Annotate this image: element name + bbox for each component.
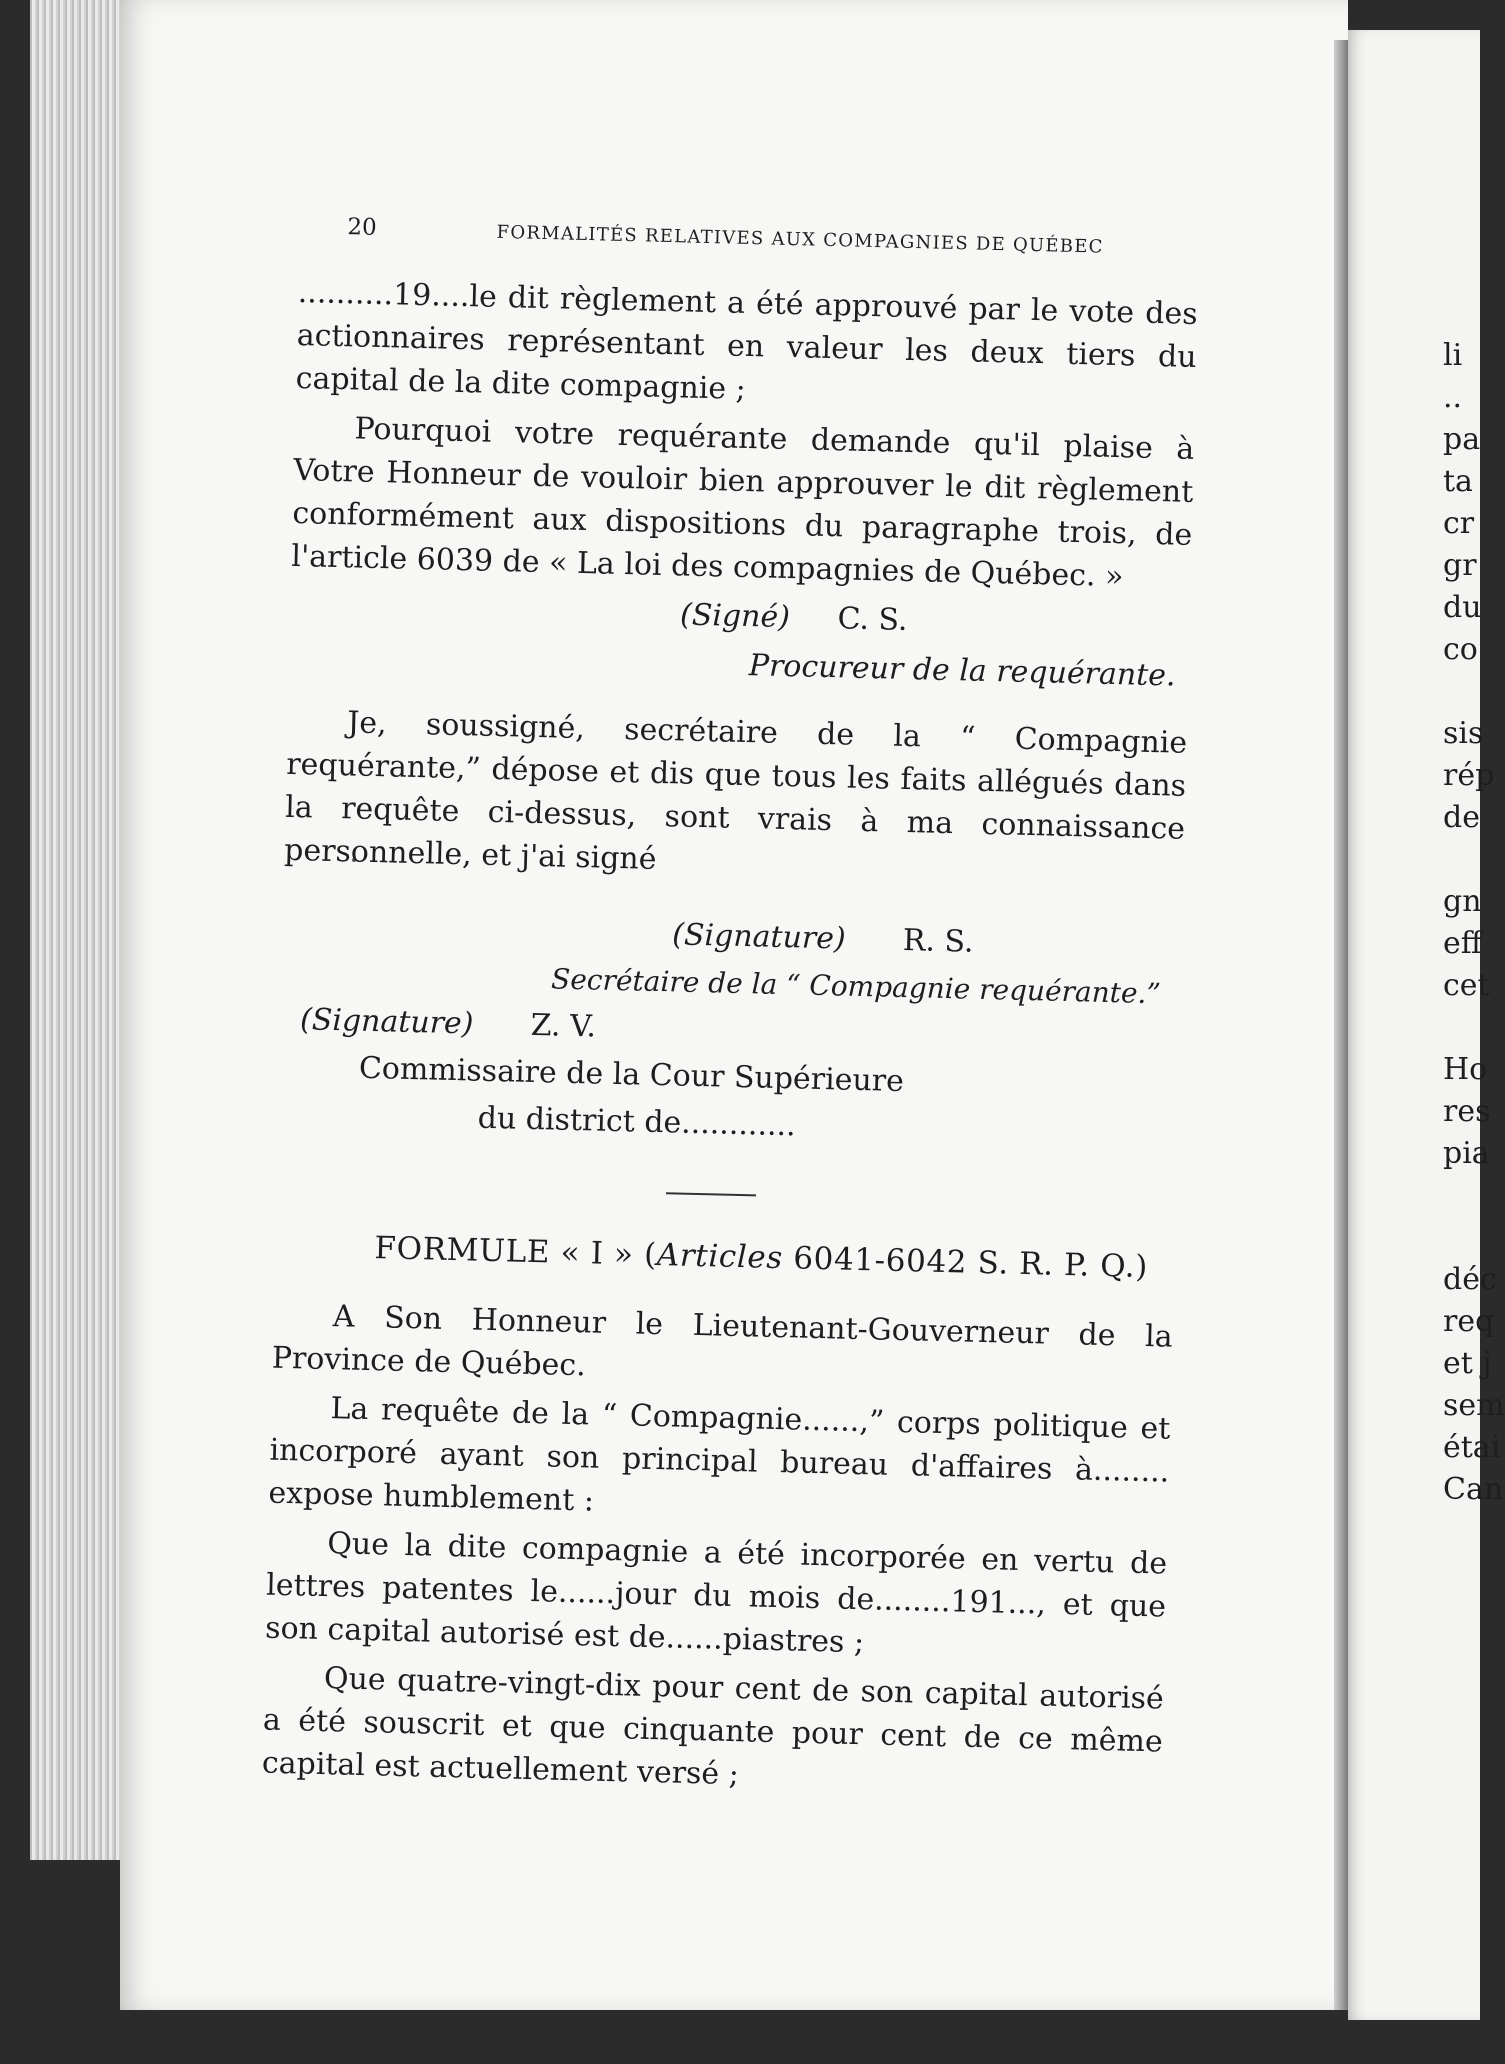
right-page-fragment xyxy=(1443,1175,1493,1217)
paragraph-incorporation: Que la dite compagnie a été incorporée en vertu de lettres patentes le......jour du mois de........191..., et que son capital autorisé est de......piastres ; xyxy=(264,1526,1168,1661)
book-gutter xyxy=(1334,40,1348,2010)
signature-initials: Z. V. xyxy=(530,1007,597,1045)
right-page-fragment xyxy=(1443,671,1493,713)
right-page-fragment xyxy=(1443,839,1493,881)
right-page-fragment xyxy=(1443,1007,1493,1049)
formule-ref-rest: 6041-6042 S. R. P. Q.) xyxy=(782,1240,1149,1286)
right-page-fragment: .. xyxy=(1443,380,1463,415)
signature-label: (Signature) xyxy=(671,917,847,957)
right-page-fragment: cet xyxy=(1443,968,1490,1003)
right-page-fragment: du xyxy=(1443,590,1482,625)
signature-title-secretaire: Secrétaire de la “ Compagnie requérante.” xyxy=(550,962,1162,1011)
formule-ref-articles: Articles xyxy=(656,1237,784,1277)
right-page-fragment: li xyxy=(1443,338,1463,373)
right-page-fragment: req xyxy=(1443,1304,1495,1339)
page-number: 20 xyxy=(347,214,378,241)
signature-initials: R. S. xyxy=(902,922,974,960)
paragraph-affidavit: Je, soussigné, secrétaire de la “ Compagnie requérante,” dépose et dis que tous les faits allégués dans la requête ci-dessus, sont vrais à ma connaissance personnelle, et j'ai signé xyxy=(283,705,1188,877)
right-page-fragment: ta xyxy=(1443,464,1473,499)
book-page-edges xyxy=(30,0,130,1860)
right-page-fragment: déc xyxy=(1443,1262,1497,1297)
paragraph-approval: ..........19....le dit règlement a été approuvé par le vote des actionnaires représentant en valeur les deux tiers du capital de la dite compagnie ; xyxy=(295,274,1199,407)
right-page-fragment: Ho xyxy=(1443,1052,1488,1087)
running-title: FORMALITÉS RELATIVES AUX COMPAGNIES DE QUÉBEC xyxy=(496,221,1104,258)
signature-title-procureur: Procureur de la requérante. xyxy=(748,648,1176,694)
signature-label: (Signé) xyxy=(679,597,791,636)
right-page-fragment: gn xyxy=(1443,884,1482,919)
right-page-fragment: sem xyxy=(1443,1388,1505,1423)
right-page-fragment: pa xyxy=(1443,422,1481,457)
right-page-fragment: cr xyxy=(1443,506,1475,541)
formule-heading xyxy=(274,1225,1175,1290)
signature-initials: C. S. xyxy=(837,601,908,638)
district-line: du district de............ xyxy=(477,1100,797,1144)
formule-title: FORMULE « I » xyxy=(374,1230,635,1273)
right-page-fragment xyxy=(1443,1217,1493,1259)
right-page-fragment: res xyxy=(1443,1094,1491,1129)
right-page-fragment: gr xyxy=(1443,548,1477,583)
signature-label: (Signature) xyxy=(299,1002,474,1042)
right-page-fragment: étai xyxy=(1443,1430,1501,1465)
right-page-fragment: rép xyxy=(1443,758,1495,793)
section-divider xyxy=(666,1192,756,1196)
right-page-fragment: eff xyxy=(1443,926,1483,961)
right-page-fragment: pia xyxy=(1443,1136,1490,1171)
page-text xyxy=(261,205,1199,1813)
right-page-fragment: et j xyxy=(1443,1346,1492,1381)
commissaire-title: Commissaire de la Cour Supérieure xyxy=(358,1050,905,1100)
formule-ref-open: ( xyxy=(643,1236,658,1274)
paragraph-requete: La requête de la “ Compagnie......,” corps politique et incorporé ayant son principal bureau d'affaires à........ expose humblement : xyxy=(268,1391,1171,1519)
right-page-fragment: de xyxy=(1443,800,1480,835)
paragraph-addressee: A Son Honneur le Lieutenant-Gouverneur de la Province de Québec. xyxy=(271,1299,1174,1384)
right-page-fragment: sis xyxy=(1443,716,1484,751)
paragraph-capital: Que quatre-vingt-dix pour cent de son capital autorisé a été souscrit et que cinquante pour cent de ce même capital est actuellement versé ; xyxy=(261,1661,1165,1793)
paragraph-request: Pourquoi votre requérante demande qu'il plaise à Votre Honneur de vouloir bien approuver le dit règlement conformément aux dispositions du paragraphe trois, de l'article 6039 de « La loi des compagnies de Québec. » xyxy=(290,411,1195,595)
right-page-text-fragments xyxy=(1443,335,1505,1511)
right-page-fragment: Can xyxy=(1443,1472,1504,1507)
right-page-fragment: co xyxy=(1443,632,1478,667)
